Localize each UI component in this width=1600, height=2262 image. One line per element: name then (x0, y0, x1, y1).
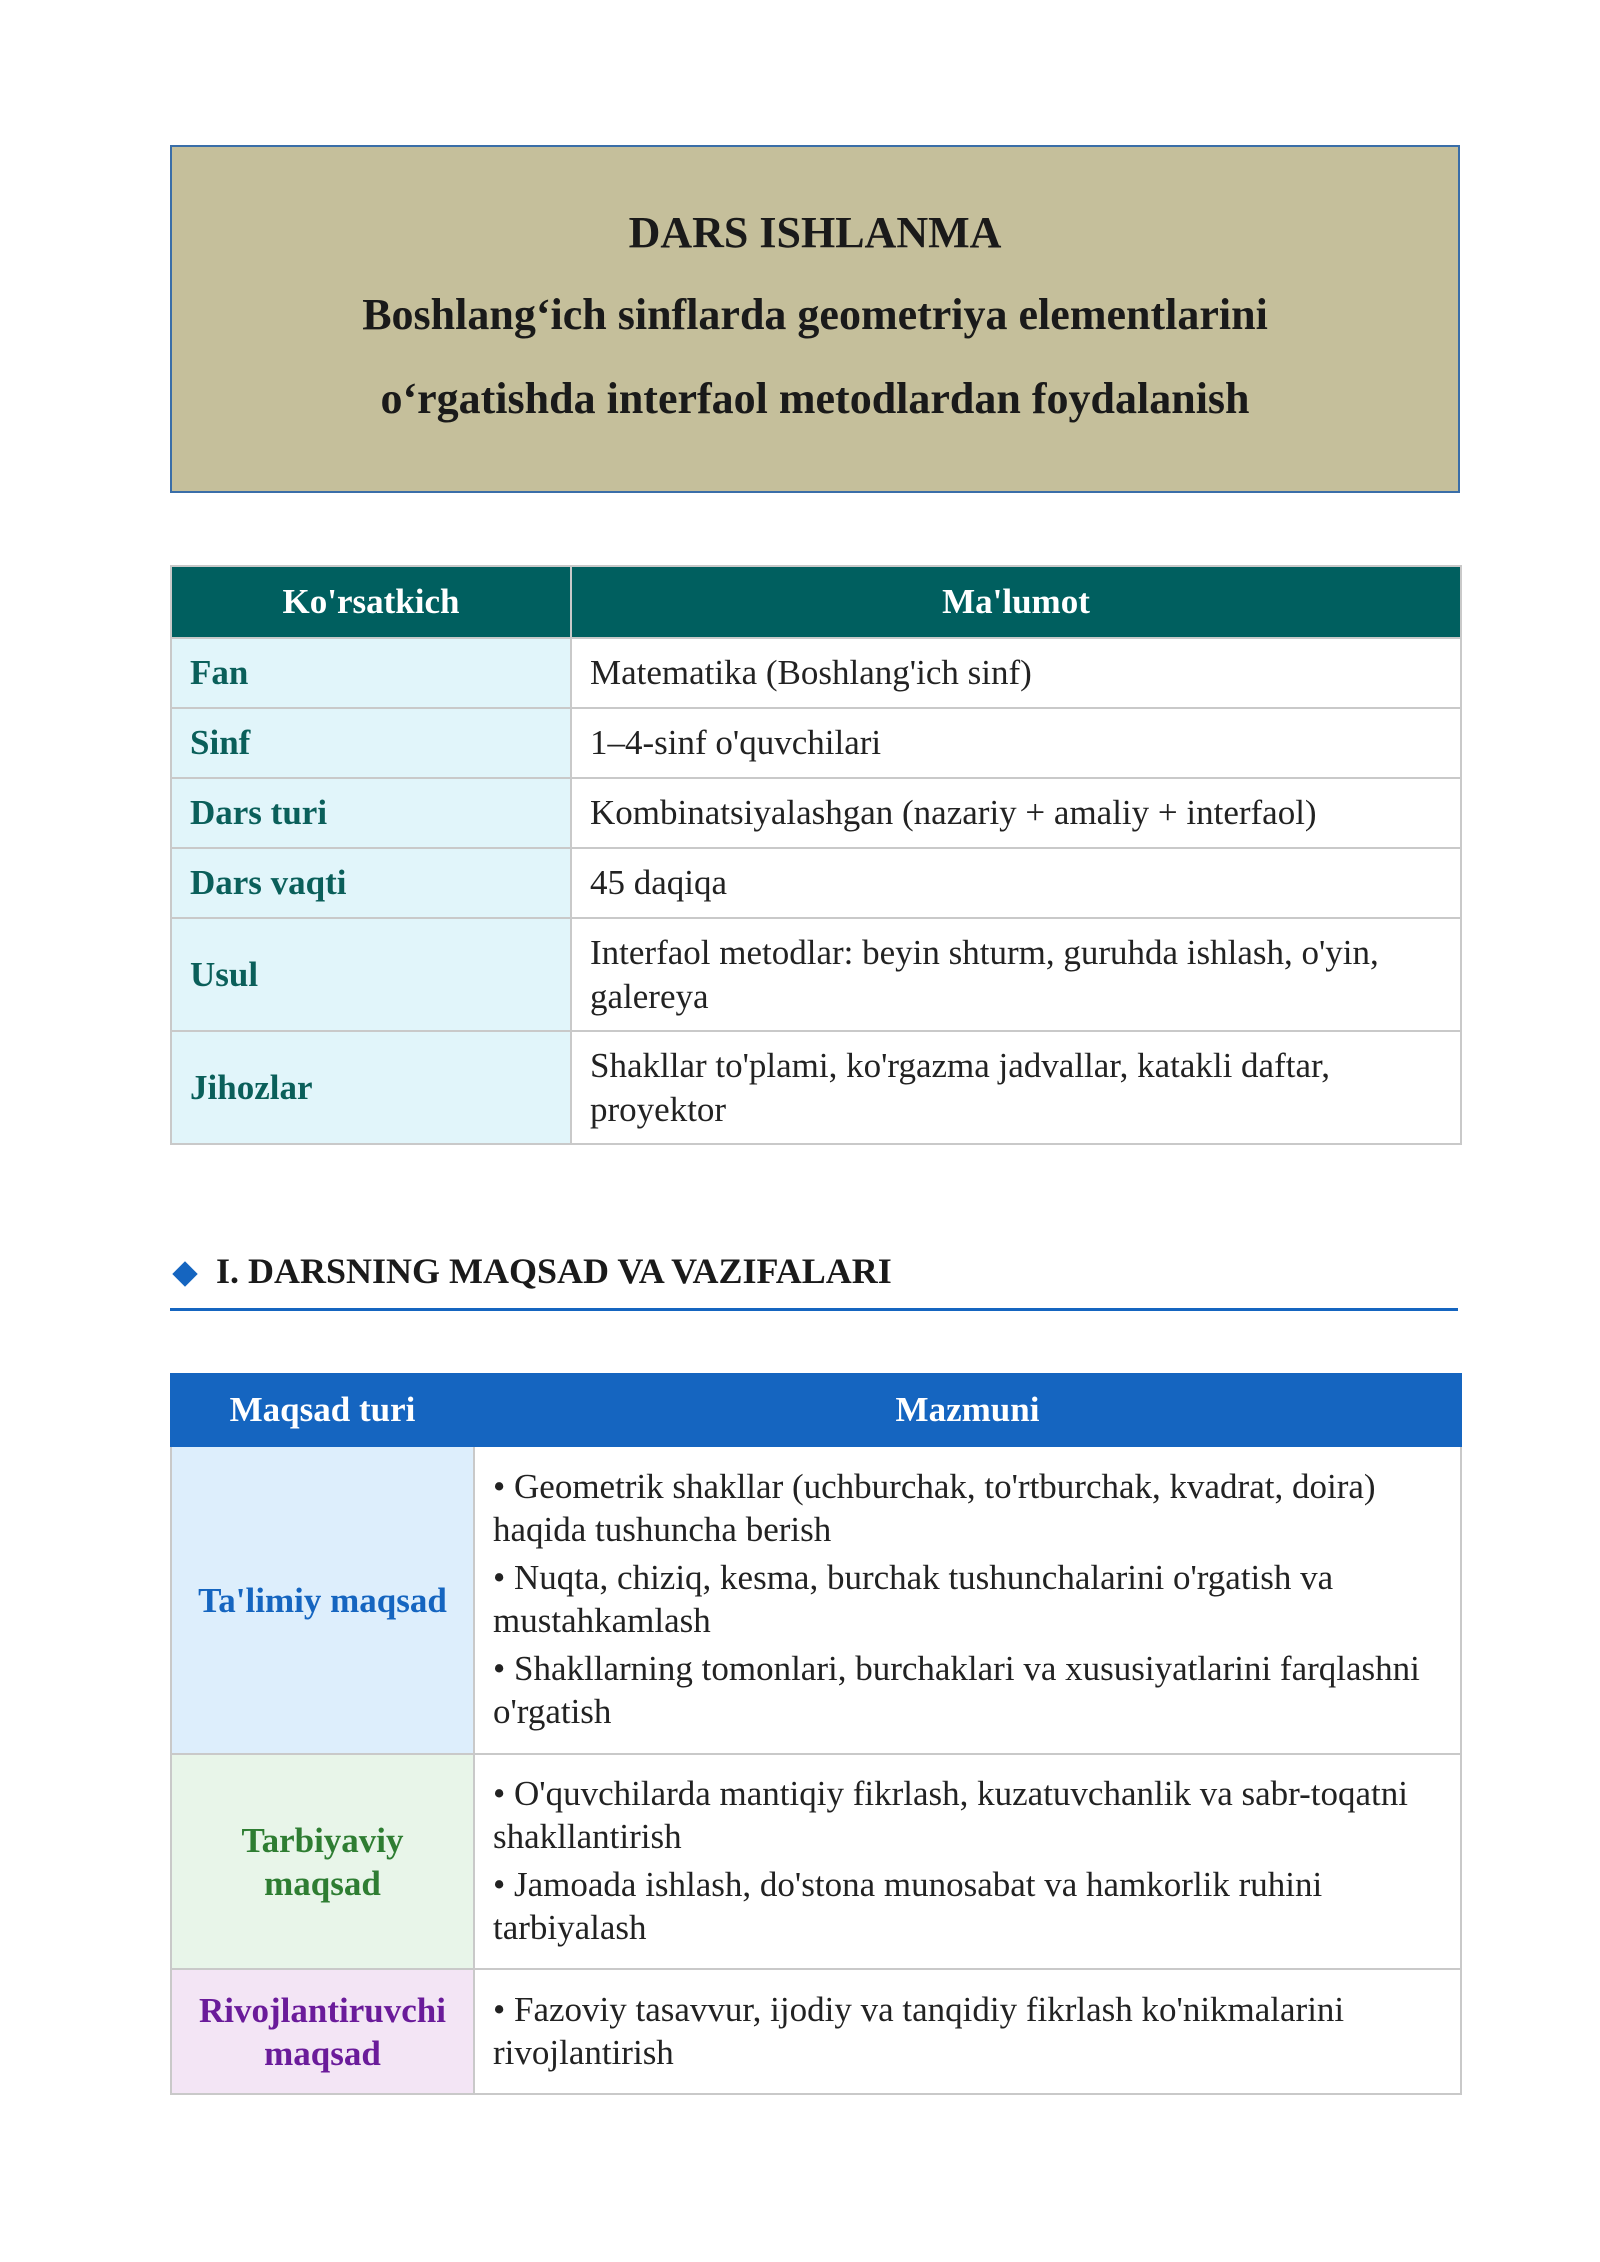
row-value-grade: 1–4-sinf o'quvchilari (571, 708, 1461, 778)
goal-type-developmental: Rivojlantiruvchi maqsad (171, 1969, 474, 2094)
table-row (171, 778, 1461, 848)
document-subtitle-line-2: o‘rgatishda interfaol metodlardan foydalanish (380, 374, 1250, 423)
row-key-method: Usul (171, 918, 571, 1031)
lesson-goals-table (170, 1373, 1462, 2095)
row-key-grade: Sinf (171, 708, 571, 778)
title-box (170, 145, 1460, 493)
section-title: I. DARSNING MAQSAD VA VAZIFALARI (216, 1251, 892, 1291)
row-value-subject: Matematika (Boshlang'ich sinf) (571, 638, 1461, 708)
row-value-lesson-time: 45 daqiqa (571, 848, 1461, 918)
table-row (171, 1031, 1461, 1144)
row-key-lesson-time: Dars vaqti (171, 848, 571, 918)
list-item: • Shakllarning tomonlari, burchaklari va xususiyatlarini farqlashni o'rgatish (493, 1649, 1420, 1731)
row-value-lesson-type: Kombinatsiyalashgan (nazariy + amaliy + interfaol) (571, 778, 1461, 848)
column-header-content: Mazmuni (474, 1374, 1461, 1446)
table-row (171, 638, 1461, 708)
lesson-info-table (170, 565, 1462, 1145)
section-heading (170, 1248, 1458, 1311)
table-row (171, 918, 1461, 1031)
goal-content-educational (474, 1446, 1461, 1754)
diamond-bullet-icon (172, 1261, 197, 1286)
table-row (171, 1446, 1461, 1754)
table-row (171, 1969, 1461, 2094)
table-row (171, 1754, 1461, 1969)
table-header-row (171, 1374, 1461, 1446)
row-value-method: Interfaol metodlar: beyin shturm, guruhda ishlash, o'yin, galereya (571, 918, 1461, 1031)
table-header-row (171, 566, 1461, 638)
column-header-information: Ma'lumot (571, 566, 1461, 638)
row-value-equipment: Shakllar to'plami, ko'rgazma jadvallar, katakli daftar, proyektor (571, 1031, 1461, 1144)
goal-content-upbringing (474, 1754, 1461, 1969)
document-title: DARS ISHLANMA (628, 208, 1002, 257)
goal-content-developmental (474, 1969, 1461, 2094)
table-row (171, 848, 1461, 918)
row-key-lesson-type: Dars turi (171, 778, 571, 848)
list-item: • Fazoviy tasavvur, ijodiy va tanqidiy fikrlash ko'nikmalarini rivojlantirish (493, 1989, 1345, 2072)
list-item: • Jamoada ishlash, do'stona munosabat va hamkorlik ruhini tarbiyalash (493, 1865, 1323, 1947)
column-header-goal-type: Maqsad turi (171, 1374, 474, 1446)
list-item: • Nuqta, chiziq, kesma, burchak tushunchalarini o'rgatish va mustahkamlash (493, 1558, 1334, 1640)
row-key-subject: Fan (171, 638, 571, 708)
column-header-indicator: Ko'rsatkich (171, 566, 571, 638)
goal-type-educational: Ta'limiy maqsad (171, 1446, 474, 1754)
table-row (171, 708, 1461, 778)
goal-type-upbringing: Tarbiyaviy maqsad (171, 1754, 474, 1969)
list-item: • O'quvchilarda mantiqiy fikrlash, kuzatuvchanlik va sabr-toqatni shakllantirish (493, 1774, 1408, 1856)
document-subtitle-line-1: Boshlang‘ich sinflarda geometriya elementlarini (362, 290, 1268, 339)
row-key-equipment: Jihozlar (171, 1031, 571, 1144)
list-item: • Geometrik shakllar (uchburchak, to'rtburchak, kvadrat, doira) haqida tushuncha berish (493, 1467, 1376, 1549)
